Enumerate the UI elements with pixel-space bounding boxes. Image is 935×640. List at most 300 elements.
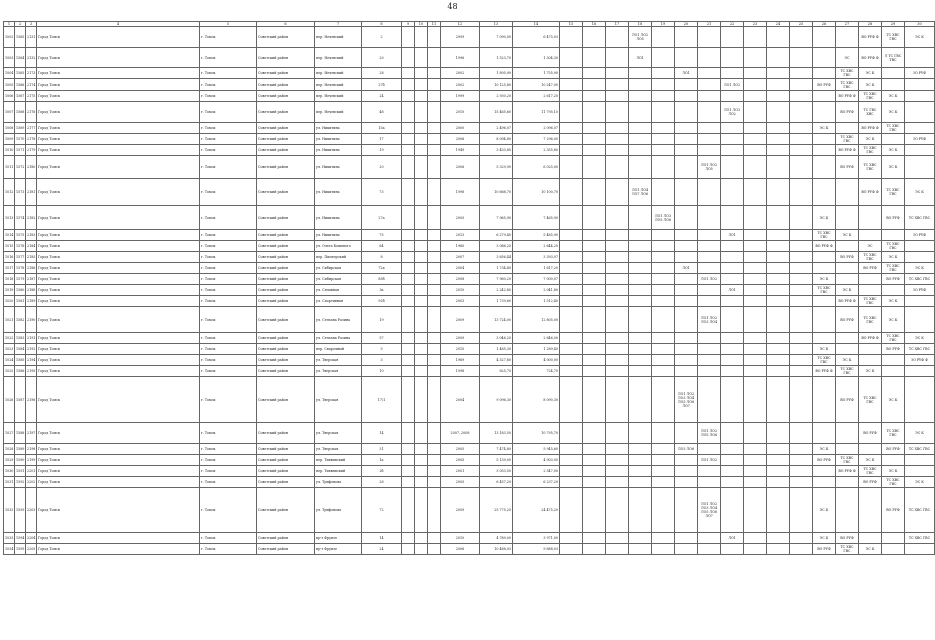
cell-empty [767,134,790,145]
cell-dist: Советский район [257,377,315,423]
cell-empty [402,466,415,477]
cell-k: 2205 [26,544,37,555]
cell-num: 19 [362,307,402,333]
cell-empty [767,179,790,206]
cell-a2: 7 000,07 [513,274,560,285]
cell-c27: ВО РУФ [836,156,859,179]
cell-empty [790,466,813,477]
cell-empty [428,123,441,134]
cell-c28: ВО РУФ Ф [859,123,882,134]
cell-empty [583,488,606,533]
cell-empty [583,252,606,263]
cell-c27 [836,477,859,488]
cell-c20: ЛО1 [675,68,698,79]
cell-empty [428,466,441,477]
cell-empty [767,145,790,156]
cell-c22: ЛО1 ЛО2 [721,79,744,91]
cell-empty [767,477,790,488]
cell-c21 [698,477,721,488]
cell-c21 [698,102,721,123]
cell-c27 [836,263,859,274]
cell-empty [790,79,813,91]
cell-loc: Город Томск [37,466,200,477]
cell-dist: Советский район [257,156,315,179]
cell-id: 1577 [15,252,26,263]
cell-empty [767,333,790,344]
cell-a2: 4 000,00 [513,355,560,366]
cell-c30 [905,466,935,477]
cell-empty [415,252,428,263]
cell-street: ул. Тверская [315,355,362,366]
cell-a1: 13 724,00 [480,307,513,333]
cell-empty [790,307,813,333]
cell-empty [790,333,813,344]
cell-c26: ВО РУФ Ф [813,366,836,377]
cell-c30 [905,156,935,179]
cell-empty [790,27,813,48]
cell-c18 [629,544,652,555]
cell-empty [415,285,428,296]
cell-empty [744,477,767,488]
cell-year: 1989 [441,355,480,366]
cell-empty [560,444,583,455]
cell-c22 [721,134,744,145]
cell-k: 2183 [26,230,37,241]
cell-c29 [882,455,905,466]
cell-loc: Город Томск [37,355,200,366]
cell-empty [606,377,629,423]
cell-c29: ЭС К [882,145,905,156]
cell-year: 1949 [441,145,480,156]
cell-empty [428,91,441,102]
cell-c27 [836,241,859,252]
cell-a2: 9 688,03 [513,544,560,555]
cell-c19 [652,68,675,79]
column-header: 19 [652,22,675,27]
cell-c22 [721,91,744,102]
cell-year: 2007 [441,252,480,263]
cell-k: 2176 [26,102,37,123]
cell-empty [560,466,583,477]
cell-loc: Город Томск [37,423,200,444]
cell-empty [583,274,606,285]
cell-k: 2179 [26,145,37,156]
cell-c30 [905,79,935,91]
cell-empty [790,145,813,156]
cell-c21 [698,366,721,377]
cell-k: 2188 [26,285,37,296]
cell-empty [606,241,629,252]
cell-empty [428,145,441,156]
cell-year: 1999 [441,91,480,102]
cell-c20 [675,333,698,344]
cell-empty [767,156,790,179]
cell-c20: ЛО1 [675,263,698,274]
cell-c20 [675,179,698,206]
cell-empty [415,455,428,466]
cell-empty [415,377,428,423]
cell-city: г. Томск [200,263,257,274]
cell-empty [402,366,415,377]
cell-c19: ЛО1 ЛО3 ЛО5 ЛО6 [652,206,675,230]
cell-empty [415,134,428,145]
cell-a1: 4 527,80 [480,355,513,366]
cell-street: пер. Нечевский [315,91,362,102]
cell-empty [560,355,583,366]
cell-c26 [813,333,836,344]
cell-c21 [698,230,721,241]
cell-c29 [882,79,905,91]
cell-id: 1566 [15,79,26,91]
cell-a2: 2 096,07 [513,123,560,134]
cell-c28 [859,355,882,366]
cell-c28: ВО РУФ Ф [859,179,882,206]
cell-empty [606,68,629,79]
cell-id: 1575 [15,230,26,241]
cell-c29: ТС ХВС ГВС [882,333,905,344]
cell-empty [428,333,441,344]
column-header: 11 [428,22,441,27]
cell-c19 [652,466,675,477]
cell-empty [428,27,441,48]
cell-empty [415,91,428,102]
cell-empty [583,544,606,555]
cell-c29: ТС ХВС ГВС [882,179,905,206]
cell-c29: ЭС К [882,91,905,102]
cell-c21 [698,285,721,296]
cell-c20 [675,134,698,145]
cell-dist: Советский район [257,466,315,477]
cell-empty [606,274,629,285]
cell-empty [606,307,629,333]
cell-empty [790,156,813,179]
cell-num: 20 [362,156,402,179]
cell-city: г. Томск [200,544,257,555]
cell-c30: ТС ХВС ГВС [905,444,935,455]
cell-empty [767,533,790,544]
column-header: 2 [15,22,26,27]
cell-dist: Советский район [257,444,315,455]
cell-city: г. Томск [200,377,257,423]
table-row [4,102,935,123]
cell-c21 [698,355,721,366]
cell-c22 [721,206,744,230]
cell-c22 [721,307,744,333]
cell-empty [428,79,441,91]
cell-street: ул. Тверская [315,377,362,423]
cell-c27: ТС ХВС ГВС [836,455,859,466]
cell-empty [415,48,428,68]
cell-city: г. Томск [200,355,257,366]
cell-empty [583,48,606,68]
cell-empty [560,102,583,123]
cell-empty [583,156,606,179]
cell-empty [560,134,583,145]
cell-empty [402,134,415,145]
cell-num: 17 [362,134,402,145]
cell-c29: ТС ХВС ГВС [882,477,905,488]
cell-loc: Город Томск [37,68,200,79]
cell-c29 [882,533,905,544]
cell-c19 [652,544,675,555]
column-header: 29 [882,22,905,27]
cell-empty [583,377,606,423]
cell-n: 1025 [4,366,15,377]
cell-empty [744,533,767,544]
cell-empty [415,206,428,230]
cell-c27 [836,123,859,134]
column-header: 8 [362,22,402,27]
cell-c20: ЛО1 ЛО2 ЛО3 ЛО4 ЛО5 ЛО6 ЛО7 [675,377,698,423]
table-row [4,285,935,296]
cell-empty [402,252,415,263]
cell-year: 2009 [441,333,480,344]
cell-c28: ЭС К [859,366,882,377]
cell-empty [415,544,428,555]
cell-c30: ЗО РУФ [905,285,935,296]
cell-empty [744,423,767,444]
cell-k: 2184 [26,241,37,252]
cell-empty [560,230,583,241]
cell-c26 [813,307,836,333]
cell-empty [606,27,629,48]
cell-c20 [675,206,698,230]
cell-n: 1026 [4,377,15,423]
cell-a1: 3 453,80 [480,145,513,156]
cell-empty [606,296,629,307]
cell-c22 [721,377,744,423]
cell-a2: 1 289,40 [513,344,560,355]
column-header: 30 [905,22,935,27]
cell-c29: ВО РУФ [882,274,905,285]
cell-c18 [629,145,652,156]
cell-a1: 3 053,50 [480,466,513,477]
cell-c22 [721,274,744,285]
cell-c20 [675,123,698,134]
cell-street: пр-т Фрунзе [315,533,362,544]
cell-c20 [675,488,698,533]
cell-empty [402,296,415,307]
cell-dist: Советский район [257,179,315,206]
cell-empty [560,179,583,206]
cell-year: 2005 [441,444,480,455]
cell-empty [415,263,428,274]
cell-c18: ЛО1 [629,48,652,68]
cell-a2: 11 795,10 [513,102,560,123]
cell-c19 [652,488,675,533]
cell-empty [583,134,606,145]
cell-year: 2010 [441,344,480,355]
cell-c18 [629,79,652,91]
cell-a1: 1 739,60 [480,296,513,307]
table-row [4,466,935,477]
cell-id: 1584 [15,344,26,355]
cell-empty [415,444,428,455]
cell-empty [415,79,428,91]
cell-empty [415,145,428,156]
cell-empty [767,355,790,366]
column-header: 12 [441,22,480,27]
cell-dist: Советский район [257,230,315,241]
cell-empty [415,344,428,355]
cell-year: 2001 [441,466,480,477]
cell-empty [744,68,767,79]
cell-num: 15а [362,123,402,134]
cell-empty [428,455,441,466]
cell-c22 [721,296,744,307]
cell-loc: Город Томск [37,206,200,230]
cell-c18 [629,123,652,134]
cell-empty [583,296,606,307]
cell-c29 [882,544,905,555]
cell-c30 [905,91,935,102]
cell-empty [744,27,767,48]
cell-id: 1581 [15,296,26,307]
cell-c22 [721,466,744,477]
cell-n: 1024 [4,355,15,366]
cell-year: 2004 [441,263,480,274]
cell-empty [428,285,441,296]
column-header: 13 [480,22,513,27]
cell-num: 92б [362,296,402,307]
cell-n: 1029 [4,455,15,466]
cell-empty [428,423,441,444]
cell-year: 2004 [441,377,480,423]
cell-c18 [629,230,652,241]
page-number: 48 [447,2,458,11]
cell-year: 1996 [441,48,480,68]
cell-empty [402,123,415,134]
cell-empty [583,68,606,79]
cell-empty [790,533,813,544]
cell-city: г. Томск [200,488,257,533]
cell-loc: Город Томск [37,444,200,455]
cell-street: ул. Никитина [315,145,362,156]
cell-empty [790,241,813,252]
cell-n: 1006 [4,91,15,102]
cell-c18 [629,377,652,423]
cell-empty [606,466,629,477]
cell-num: 31 [362,444,402,455]
cell-a1: 10 125,80 [480,79,513,91]
cell-dist: Советский район [257,544,315,555]
cell-empty [402,102,415,123]
cell-c30: ЭС К [905,179,935,206]
cell-city: г. Томск [200,145,257,156]
cell-c30 [905,252,935,263]
cell-c30: ЭС К [905,263,935,274]
cell-loc: Город Томск [37,455,200,466]
cell-k: 2190 [26,307,37,333]
cell-empty [767,455,790,466]
cell-c29: ЭС К [882,377,905,423]
cell-loc: Город Томск [37,285,200,296]
cell-empty [583,285,606,296]
cell-c22 [721,48,744,68]
cell-loc: Город Томск [37,134,200,145]
cell-c18 [629,307,652,333]
cell-num: 85б [362,274,402,285]
cell-c22 [721,423,744,444]
cell-c27: ТС ХВС ГВС [836,68,859,79]
cell-empty [744,230,767,241]
cell-empty [560,91,583,102]
cell-empty [428,48,441,68]
cell-empty [415,156,428,179]
cell-empty [560,285,583,296]
table-row [4,206,935,230]
cell-c28: ТС ХВС ГВС [859,145,882,156]
cell-id: 1595 [15,544,26,555]
cell-empty [560,344,583,355]
column-header: 9 [402,22,415,27]
cell-empty [744,377,767,423]
cell-loc: Город Томск [37,27,200,48]
cell-empty [428,296,441,307]
cell-empty [606,455,629,466]
cell-c28: ВО РУФ Ф [859,27,882,48]
cell-empty [583,145,606,156]
cell-empty [744,355,767,366]
cell-c20 [675,252,698,263]
cell-a1: 25 775,20 [480,488,513,533]
cell-empty [767,544,790,555]
table-row [4,263,935,274]
cell-c18 [629,134,652,145]
cell-empty [790,423,813,444]
cell-c21: ЛО1 ЛО2 ЛО5 ЛО6 [698,423,721,444]
cell-c28: ВО РУФ [859,423,882,444]
cell-c19 [652,355,675,366]
cell-c28: ТС ХВС ГВС [859,156,882,179]
cell-empty [767,377,790,423]
cell-c26 [813,145,836,156]
cell-c21 [698,344,721,355]
cell-empty [415,274,428,285]
cell-city: г. Томск [200,134,257,145]
table-row [4,444,935,455]
cell-c26: ЭС К [813,274,836,285]
cell-loc: Город Томск [37,477,200,488]
cell-street: пер. Нечевский [315,27,362,48]
cell-c22 [721,355,744,366]
cell-c29: ЭС К [882,252,905,263]
cell-c27: ТС ХВС ГВС [836,79,859,91]
cell-c30 [905,455,935,466]
cell-c30 [905,48,935,68]
cell-id: 1572 [15,156,26,179]
cell-empty [744,179,767,206]
table-row [4,533,935,544]
table-row [4,296,935,307]
cell-c26 [813,48,836,68]
cell-a1: 825,70 [480,366,513,377]
cell-id: 1585 [15,355,26,366]
cell-empty [428,355,441,366]
cell-street: ул. Сплавная [315,285,362,296]
cell-street: ул. Спортивная [315,296,362,307]
cell-c26: ВО РУФ [813,544,836,555]
cell-a2: 5 485,90 [513,230,560,241]
cell-c18 [629,533,652,544]
cell-a2: 1 512,40 [513,296,560,307]
column-header: 4 [37,22,200,27]
cell-empty [790,206,813,230]
cell-empty [606,488,629,533]
cell-c30: ТС ХВС ГВС [905,344,935,355]
cell-c30: ЗО РУФ [905,230,935,241]
cell-dist: Советский район [257,145,315,156]
